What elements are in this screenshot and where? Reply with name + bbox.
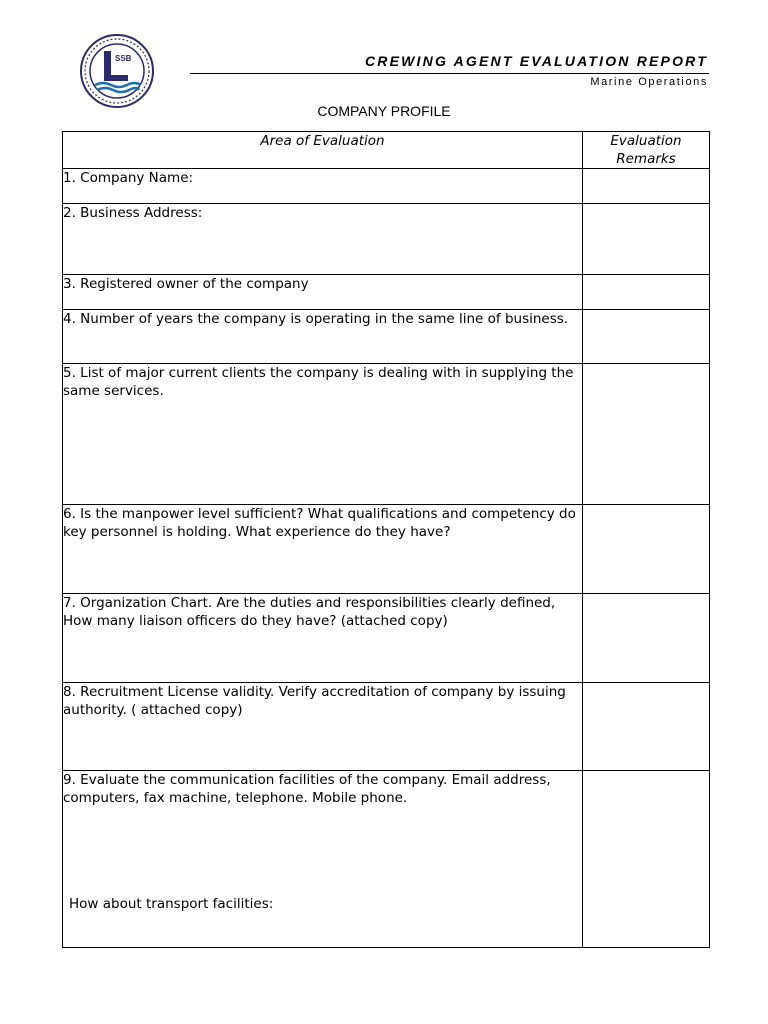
question-text: 9. Evaluate the communication facilities of the company. Email address, computers, fax machine, telephone. Mobile phone. (63, 772, 551, 806)
table-row (63, 364, 710, 505)
remarks-cell[interactable] (583, 275, 710, 310)
remarks-cell[interactable] (583, 364, 710, 505)
remarks-cell[interactable] (583, 169, 710, 204)
question-cell: 3. Registered owner of the company (63, 275, 583, 310)
table-row (63, 275, 710, 310)
report-title: CREWING AGENT EVALUATION REPORT (364, 53, 708, 69)
evaluation-table (62, 131, 710, 948)
question-cell: 7. Organization Chart. Are the duties and responsibilities clearly defined, How many liaison officers do they have? (attached copy) (63, 594, 583, 683)
table-header-row (63, 132, 710, 169)
header-divider (190, 73, 709, 74)
section-title: COMPANY PROFILE (317, 103, 451, 119)
remarks-cell[interactable] (583, 683, 710, 771)
question-cell: 2. Business Address: (63, 204, 583, 275)
remarks-cell[interactable] (583, 771, 710, 948)
table-row (63, 310, 710, 364)
remarks-cell[interactable] (583, 310, 710, 364)
table-row (63, 505, 710, 594)
column-header-remarks: Evaluation Remarks (583, 132, 710, 169)
table-row (63, 771, 710, 948)
column-header-area: Area of Evaluation (63, 132, 583, 169)
question-cell: 8. Recruitment License validity. Verify accreditation of company by issuing authority. ( attached copy) (63, 683, 583, 771)
transport-question: How about transport facilities: (69, 896, 274, 912)
table-row (63, 169, 710, 204)
report-subtitle: Marine Operations (590, 76, 708, 88)
question-cell: 4. Number of years the company is operating in the same line of business. (63, 310, 583, 364)
table-row (63, 683, 710, 771)
logo-text: SSB (115, 54, 132, 63)
question-cell: 6. Is the manpower level sufficient? What qualifications and competency do key personnel is holding. What experience do they have? (63, 505, 583, 594)
question-cell: 5. List of major current clients the company is dealing with in supplying the same services. (63, 364, 583, 505)
question-cell (63, 771, 583, 948)
remarks-cell[interactable] (583, 204, 710, 275)
table-row (63, 594, 710, 683)
table-row (63, 204, 710, 275)
question-cell: 1. Company Name: (63, 169, 583, 204)
remarks-cell[interactable] (583, 505, 710, 594)
remarks-cell[interactable] (583, 594, 710, 683)
company-logo (79, 33, 155, 109)
